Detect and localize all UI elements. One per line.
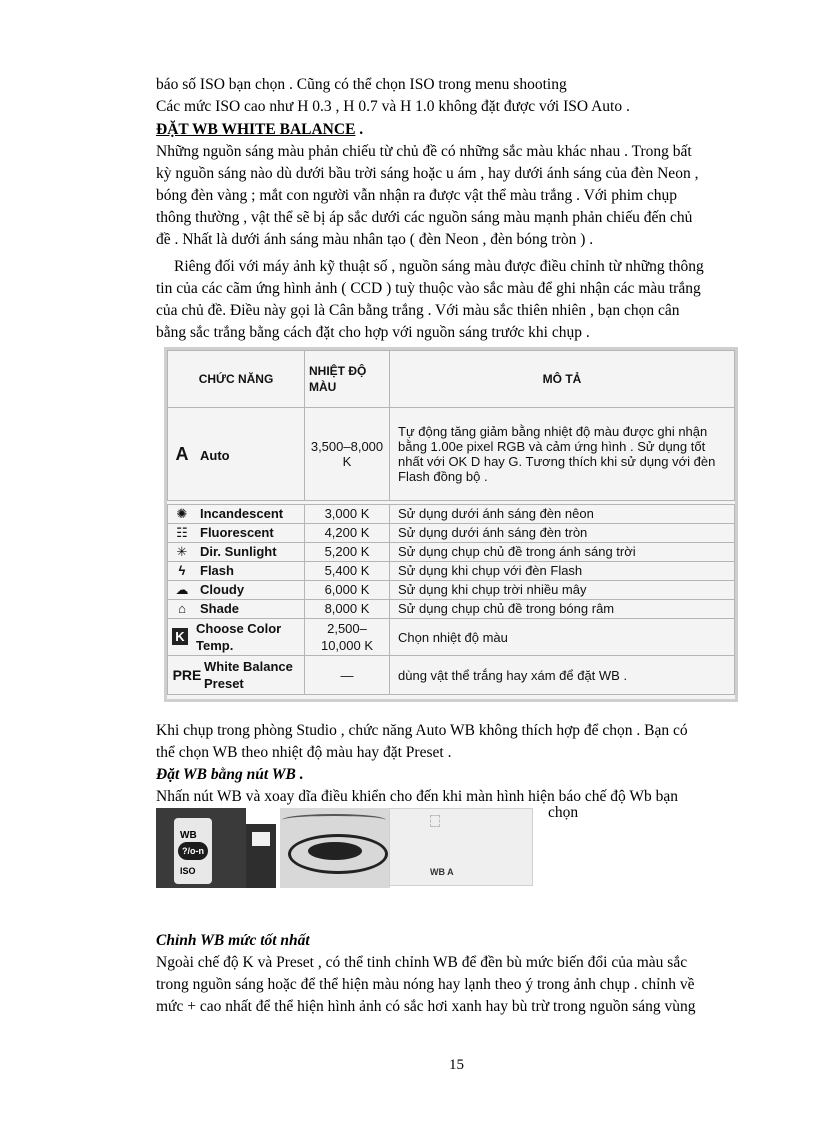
table-row-preset [168,656,735,695]
description: Sử dụng dưới ánh sáng đèn nêon [390,505,735,524]
temp-value: 6,000 K [305,581,390,600]
function-name: Choose Color [196,621,282,636]
camera-wb-button-illustration [156,808,246,888]
function-name: Preset [204,676,244,691]
description: Sử dụng dưới ánh sáng đèn tròn [390,524,735,543]
temp-value: 3,500–8,000 K [305,408,390,501]
text-line: thể chọn WB theo nhiệt độ màu hay đặt Preset . [156,744,452,761]
incandescent-icon: ✺ [176,506,188,521]
function-name: Shade [200,601,240,616]
function-name: Cloudy [200,582,245,597]
text-line: báo số ISO bạn chọn . Cũng có thể chọn ISO trong menu shooting [156,76,567,93]
page-number: 15 [449,1057,464,1073]
text-line: Những nguồn sáng màu phản chiếu từ chủ đề có những sắc màu khác nhau . Trong bất [156,143,692,160]
function-name: Temp. [196,638,234,653]
table-row [168,524,735,543]
table-row [168,600,735,619]
section-heading-fine-tune: Chỉnh WB mức tốt nhất [156,932,310,949]
flash-icon: ϟ [178,563,186,578]
table-row [168,505,735,524]
text-line: Các mức ISO cao như H 0.3 , H 0.7 và H 1.0 không đặt được với ISO Auto . [156,98,630,115]
temp-value: 2,500– [327,621,367,636]
text-line: bóng đèn vàng ; mắt con người vẫn nhận ra được vật thể màu trắng . Với phim chụp [156,187,678,204]
function-name: White Balance [204,659,293,674]
header-desc: MÔ TẢ [390,351,735,408]
text-line: Khi chụp trong phòng Studio , chức năng Auto WB không thích hợp để chọn . Bạn có [156,722,688,739]
table-row-auto [168,408,735,501]
table-row [168,562,735,581]
description: dùng vật thể trắng hay xám để đặt WB . [390,656,735,695]
heading-text: Đặt WB bằng nút WB [156,766,296,783]
temp-value: 5,400 K [305,562,390,581]
description: Sử dụng chụp chủ đề trong bóng râm [390,600,735,619]
wb-button-label: ?/o-n [178,842,208,860]
command-dial-illustration [280,808,390,888]
auto-icon: A [175,443,189,464]
text-line: Riêng đối với máy ảnh kỹ thuật số , nguồn sáng màu được điều chỉnh từ những thông [174,258,704,275]
shade-icon: ⌂ [178,601,186,616]
text-line: bằng sắc trắng bằng cách đặt cho hợp với nguồn sáng trước khi chụp . [156,324,590,341]
heading-tail: . [295,766,304,783]
text-line: trong nguồn sáng hoặc để thể hiện màu nóng hay lạnh theo ý trong ảnh chụp . chỉnh về [156,976,695,993]
header-temp: NHIỆT ĐỘ MÀU [305,351,390,408]
preset-icon: PRE [172,667,202,683]
fluorescent-icon: ☷ [176,525,188,540]
lcd-panel-illustration [389,808,533,886]
text-line: Nhấn nút WB và xoay dĩa điều khiển cho đến khi màn hình hiện báo chế độ Wb bạn [156,788,678,805]
text-line: tin của các cãm ứng hình ảnh ( CCD ) tuỳ thuộc vào sắc màu để ghi nhận các màu trắng [156,280,701,297]
temp-value: 5,200 K [305,543,390,562]
description: Sử dụng chụp chủ đề trong ánh sáng trời [390,543,735,562]
wb-label: WB [180,830,197,841]
text-line: kỳ nguồn sáng nào dù dưới bầu trời sáng hoặc u ám , hay dưới ánh sáng của đèn Neon , [156,165,699,182]
heading-tail: . [355,121,364,138]
temp-value: 4,200 K [305,524,390,543]
text-line: của chủ đề. Điều này gọi là Cân bằng trắng . Với màu sắc thiên nhiên , bạn chọn cân [156,302,680,319]
iso-label: ISO [180,866,196,876]
description: Chọn nhiệt độ màu [390,619,735,656]
heading-text: ĐẶT WB WHITE BALANCE [156,121,356,138]
description: Sử dụng khi chụp trời nhiều mây [390,581,735,600]
function-name: Fluorescent [200,525,274,540]
function-name: Dir. Sunlight [200,544,277,559]
function-name: Flash [200,563,234,578]
kelvin-icon: K [172,628,188,645]
text-line: đề . Nhất là dưới ánh sáng màu nhân tạo ( đèn Neon , đèn bóng tròn ) . [156,231,594,248]
temp-value: — [305,656,390,695]
description: Sử dụng khi chụp với đèn Flash [390,562,735,581]
temp-value: 10,000 K [320,638,374,653]
camera-side-illustration [246,824,276,888]
temp-value: 3,000 K [305,505,390,524]
white-balance-table [164,347,738,702]
function-name: Auto [200,447,230,463]
sunlight-icon: ✳ [176,544,188,559]
text-line: mức + cao nhất để thể hiện hình ảnh có sắc hơi xanh hay bù trừ trong nguồn sáng vùng [156,998,696,1015]
section-heading-wb-button [156,764,304,786]
table-row-choose-temp [168,619,735,656]
lcd-wb-indicator: WB A [430,867,454,877]
header-function: CHỨC NĂNG [168,351,305,408]
cloudy-icon: ☁ [175,582,189,597]
text-line: Ngoài chế độ K và Preset , có thể tinh chỉnh WB để đền bù mức biến đổi của màu sắc [156,954,688,971]
temp-value: 8,000 K [305,600,390,619]
table-row [168,581,735,600]
table-row [168,543,735,562]
text-fragment: chọn [548,804,579,821]
section-heading-wb [156,119,363,141]
text-line: thông thường , vật thể sẽ bị áp sắc dưới các nguồn sáng màu mạnh phản chiếu đến chủ [156,209,693,226]
function-name: Incandescent [200,506,284,521]
description: Tự động tăng giảm bằng nhiệt độ màu được ghi nhận bằng 1.00e pixel RGB và cảm ứng hình . Sử dụng tốt nhất với OK D hay G. Tương thích khi sử dụng với đèn Flash đồng bộ . [390,408,735,501]
